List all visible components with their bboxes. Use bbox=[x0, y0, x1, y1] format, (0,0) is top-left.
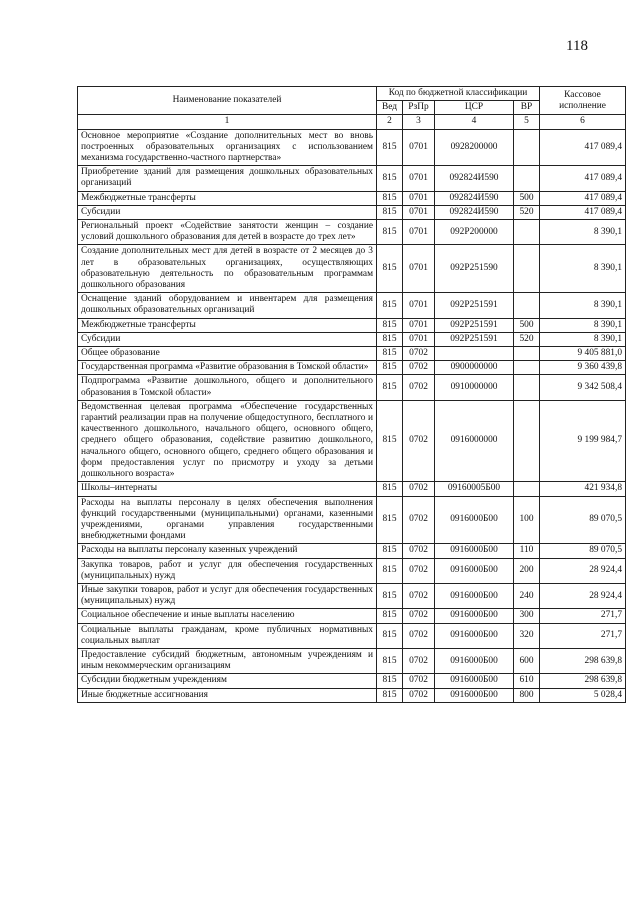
row-rzpr: 0702 bbox=[403, 400, 435, 481]
table-header bbox=[78, 87, 626, 130]
row-name: Создание дополнительных мест для детей в возрасте от 2 месяцев до 3 лет в образовательных организациях, осуществляющих образовательную деятельность по образовательным программам дошкольного образования bbox=[78, 245, 377, 293]
row-ved: 815 bbox=[377, 293, 403, 318]
row-amount: 28 924,4 bbox=[540, 583, 626, 608]
row-ved: 815 bbox=[377, 648, 403, 673]
row-vr bbox=[514, 347, 540, 361]
row-rzpr: 0702 bbox=[403, 482, 435, 496]
row-vr: 500 bbox=[514, 191, 540, 205]
table-row bbox=[78, 293, 626, 318]
row-ved: 815 bbox=[377, 482, 403, 496]
row-rzpr: 0701 bbox=[403, 220, 435, 245]
row-vr bbox=[514, 375, 540, 400]
table-row bbox=[78, 609, 626, 623]
row-rzpr: 0702 bbox=[403, 674, 435, 688]
table-row bbox=[78, 482, 626, 496]
row-ved: 815 bbox=[377, 361, 403, 375]
table-row bbox=[78, 583, 626, 608]
row-name: Расходы на выплаты персоналу казенных учреждений bbox=[78, 544, 377, 558]
row-name: Субсидии bbox=[78, 332, 377, 346]
header-code-group: Код по бюджетной классификации bbox=[377, 87, 540, 101]
row-amount: 28 924,4 bbox=[540, 558, 626, 583]
row-amount: 9 360 439,8 bbox=[540, 361, 626, 375]
row-vr: 240 bbox=[514, 583, 540, 608]
col-number: 5 bbox=[514, 115, 540, 129]
row-name: Общее образование bbox=[78, 347, 377, 361]
row-rzpr: 0701 bbox=[403, 318, 435, 332]
row-csr: 0916000Б00 bbox=[435, 609, 514, 623]
row-amount: 8 390,1 bbox=[540, 245, 626, 293]
row-csr: 092P251591 bbox=[435, 318, 514, 332]
row-ved: 815 bbox=[377, 375, 403, 400]
row-ved: 815 bbox=[377, 583, 403, 608]
row-name: Подпрограмма «Развитие дошкольного, общего и дополнительного образования в Томской области» bbox=[78, 375, 377, 400]
col-number: 6 bbox=[540, 115, 626, 129]
row-amount: 9 405 881,0 bbox=[540, 347, 626, 361]
table-row bbox=[78, 245, 626, 293]
row-vr: 520 bbox=[514, 205, 540, 219]
row-csr: 092824И590 bbox=[435, 191, 514, 205]
row-amount: 298 639,8 bbox=[540, 674, 626, 688]
row-csr: 0916000Б00 bbox=[435, 544, 514, 558]
row-csr: 092P251591 bbox=[435, 293, 514, 318]
row-name: Расходы на выплаты персоналу в целях обеспечения выполнения функций государственными (муниципальными) органами, казенными учреждениями, органами управления государственными внебюджетными фондами bbox=[78, 496, 377, 544]
table-row bbox=[78, 496, 626, 544]
row-amount: 417 089,4 bbox=[540, 191, 626, 205]
row-ved: 815 bbox=[377, 318, 403, 332]
row-csr: 092P251591 bbox=[435, 332, 514, 346]
row-vr: 200 bbox=[514, 558, 540, 583]
row-vr bbox=[514, 245, 540, 293]
col-number: 3 bbox=[403, 115, 435, 129]
row-name: Закупка товаров, работ и услуг для обеспечения государственных (муниципальных) нужд bbox=[78, 558, 377, 583]
table-row bbox=[78, 375, 626, 400]
row-amount: 421 934,8 bbox=[540, 482, 626, 496]
row-name: Социальное обеспечение и иные выплаты населению bbox=[78, 609, 377, 623]
table-row bbox=[78, 688, 626, 702]
row-amount: 417 089,4 bbox=[540, 166, 626, 191]
row-csr: 0928200000 bbox=[435, 129, 514, 166]
row-ved: 815 bbox=[377, 332, 403, 346]
row-rzpr: 0701 bbox=[403, 191, 435, 205]
row-vr: 800 bbox=[514, 688, 540, 702]
row-name: Иные бюджетные ассигнования bbox=[78, 688, 377, 702]
row-csr: 092824И590 bbox=[435, 205, 514, 219]
row-vr bbox=[514, 129, 540, 166]
row-amount: 89 070,5 bbox=[540, 496, 626, 544]
row-csr: 092P251590 bbox=[435, 245, 514, 293]
row-csr bbox=[435, 347, 514, 361]
table-row bbox=[78, 544, 626, 558]
row-csr: 0916000Б00 bbox=[435, 688, 514, 702]
row-csr: 092824И590 bbox=[435, 166, 514, 191]
table-row bbox=[78, 347, 626, 361]
table-row bbox=[78, 674, 626, 688]
row-amount: 417 089,4 bbox=[540, 205, 626, 219]
row-name: Предоставление субсидий бюджетным, автономным учреждениям и иным некоммерческим организациям bbox=[78, 648, 377, 673]
row-csr: 0916000Б00 bbox=[435, 583, 514, 608]
header-name: Наименование показателей bbox=[78, 87, 377, 115]
table-row bbox=[78, 400, 626, 481]
row-rzpr: 0702 bbox=[403, 361, 435, 375]
row-ved: 815 bbox=[377, 674, 403, 688]
row-vr: 100 bbox=[514, 496, 540, 544]
header-vr: ВР bbox=[514, 101, 540, 115]
row-amount: 298 639,8 bbox=[540, 648, 626, 673]
row-amount: 89 070,5 bbox=[540, 544, 626, 558]
row-rzpr: 0702 bbox=[403, 583, 435, 608]
row-csr: 0916000Б00 bbox=[435, 496, 514, 544]
row-name: Региональный проект «Содействие занятости женщин – создание условий дошкольного образования для детей в возрасте до трех лет» bbox=[78, 220, 377, 245]
row-rzpr: 0702 bbox=[403, 688, 435, 702]
header-rzpr: РзПр bbox=[403, 101, 435, 115]
table-row bbox=[78, 332, 626, 346]
row-ved: 815 bbox=[377, 623, 403, 648]
row-vr: 600 bbox=[514, 648, 540, 673]
row-rzpr: 0702 bbox=[403, 496, 435, 544]
row-vr: 610 bbox=[514, 674, 540, 688]
header-amount: Кассовое исполнение bbox=[540, 87, 626, 115]
row-csr: 0916000000 bbox=[435, 400, 514, 481]
col-number: 2 bbox=[377, 115, 403, 129]
row-vr bbox=[514, 166, 540, 191]
row-csr: 0916000Б00 bbox=[435, 558, 514, 583]
row-amount: 8 390,1 bbox=[540, 220, 626, 245]
row-rzpr: 0701 bbox=[403, 166, 435, 191]
row-ved: 815 bbox=[377, 558, 403, 583]
row-rzpr: 0701 bbox=[403, 205, 435, 219]
header-csr: ЦСР bbox=[435, 101, 514, 115]
row-vr: 520 bbox=[514, 332, 540, 346]
row-amount: 271,7 bbox=[540, 609, 626, 623]
row-ved: 815 bbox=[377, 191, 403, 205]
row-name: Ведомственная целевая программа «Обеспечение государственных гарантий реализации прав на получение общедоступного, бесплатного и качественного дошкольного, начального общего, основного общего, среднего общего образования, содействие развитию дошкольного, начального общего, основного общего, среднего общего образования и форм предоставления услуг по присмотру и уходу за детьми дошкольного возраста» bbox=[78, 400, 377, 481]
row-name: Межбюджетные трансферты bbox=[78, 318, 377, 332]
row-csr: 0916000Б00 bbox=[435, 648, 514, 673]
page-number: 118 bbox=[566, 38, 588, 54]
col-number: 1 bbox=[78, 115, 377, 129]
row-amount: 417 089,4 bbox=[540, 129, 626, 166]
table-row bbox=[78, 361, 626, 375]
row-name: Иные закупки товаров, работ и услуг для обеспечения государственных (муниципальных) нужд bbox=[78, 583, 377, 608]
header-ved: Вед bbox=[377, 101, 403, 115]
row-amount: 9 342 508,4 bbox=[540, 375, 626, 400]
table-row bbox=[78, 623, 626, 648]
row-rzpr: 0702 bbox=[403, 558, 435, 583]
row-rzpr: 0702 bbox=[403, 623, 435, 648]
row-csr: 0900000000 bbox=[435, 361, 514, 375]
row-rzpr: 0702 bbox=[403, 347, 435, 361]
row-rzpr: 0701 bbox=[403, 332, 435, 346]
row-name: Оснащение зданий оборудованием и инвентарем для размещения дошкольных образовательных организаций bbox=[78, 293, 377, 318]
row-ved: 815 bbox=[377, 347, 403, 361]
row-rzpr: 0702 bbox=[403, 648, 435, 673]
row-name: Основное мероприятие «Создание дополнительных мест во вновь построенных образовательных организациях с использованием механизма государственно-частного партнерства» bbox=[78, 129, 377, 166]
row-ved: 815 bbox=[377, 220, 403, 245]
row-csr: 0916000Б00 bbox=[435, 674, 514, 688]
row-ved: 815 bbox=[377, 688, 403, 702]
table-row bbox=[78, 205, 626, 219]
row-amount: 271,7 bbox=[540, 623, 626, 648]
row-rzpr: 0701 bbox=[403, 129, 435, 166]
table-row bbox=[78, 318, 626, 332]
row-vr bbox=[514, 482, 540, 496]
row-rzpr: 0702 bbox=[403, 375, 435, 400]
table-row bbox=[78, 648, 626, 673]
row-amount: 8 390,1 bbox=[540, 318, 626, 332]
row-csr: 0910000000 bbox=[435, 375, 514, 400]
row-ved: 815 bbox=[377, 129, 403, 166]
table-row bbox=[78, 220, 626, 245]
row-csr: 0916000Б00 bbox=[435, 623, 514, 648]
table-row bbox=[78, 191, 626, 205]
row-name: Межбюджетные трансферты bbox=[78, 191, 377, 205]
table-row bbox=[78, 166, 626, 191]
table-body bbox=[78, 129, 626, 702]
row-rzpr: 0701 bbox=[403, 245, 435, 293]
row-rzpr: 0702 bbox=[403, 544, 435, 558]
row-ved: 815 bbox=[377, 609, 403, 623]
row-ved: 815 bbox=[377, 245, 403, 293]
row-ved: 815 bbox=[377, 166, 403, 191]
row-vr: 300 bbox=[514, 609, 540, 623]
row-ved: 815 bbox=[377, 205, 403, 219]
row-rzpr: 0701 bbox=[403, 293, 435, 318]
table-row bbox=[78, 129, 626, 166]
row-vr: 500 bbox=[514, 318, 540, 332]
row-csr: 092P200000 bbox=[435, 220, 514, 245]
row-amount: 5 028,4 bbox=[540, 688, 626, 702]
row-amount: 8 390,1 bbox=[540, 293, 626, 318]
row-vr bbox=[514, 293, 540, 318]
row-vr bbox=[514, 361, 540, 375]
budget-table bbox=[77, 86, 626, 703]
row-ved: 815 bbox=[377, 400, 403, 481]
row-ved: 815 bbox=[377, 544, 403, 558]
row-name: Субсидии бюджетным учреждениям bbox=[78, 674, 377, 688]
row-vr bbox=[514, 400, 540, 481]
col-number: 4 bbox=[435, 115, 514, 129]
row-vr: 110 bbox=[514, 544, 540, 558]
row-name: Приобретение зданий для размещения дошкольных образовательных организаций bbox=[78, 166, 377, 191]
row-name: Школы–интернаты bbox=[78, 482, 377, 496]
row-name: Социальные выплаты гражданам, кроме публичных нормативных социальных выплат bbox=[78, 623, 377, 648]
row-rzpr: 0702 bbox=[403, 609, 435, 623]
row-csr: 09160005Б00 bbox=[435, 482, 514, 496]
row-vr: 320 bbox=[514, 623, 540, 648]
row-amount: 9 199 984,7 bbox=[540, 400, 626, 481]
row-ved: 815 bbox=[377, 496, 403, 544]
table-row bbox=[78, 558, 626, 583]
row-name: Субсидии bbox=[78, 205, 377, 219]
row-vr bbox=[514, 220, 540, 245]
row-amount: 8 390,1 bbox=[540, 332, 626, 346]
row-name: Государственная программа «Развитие образования в Томской области» bbox=[78, 361, 377, 375]
